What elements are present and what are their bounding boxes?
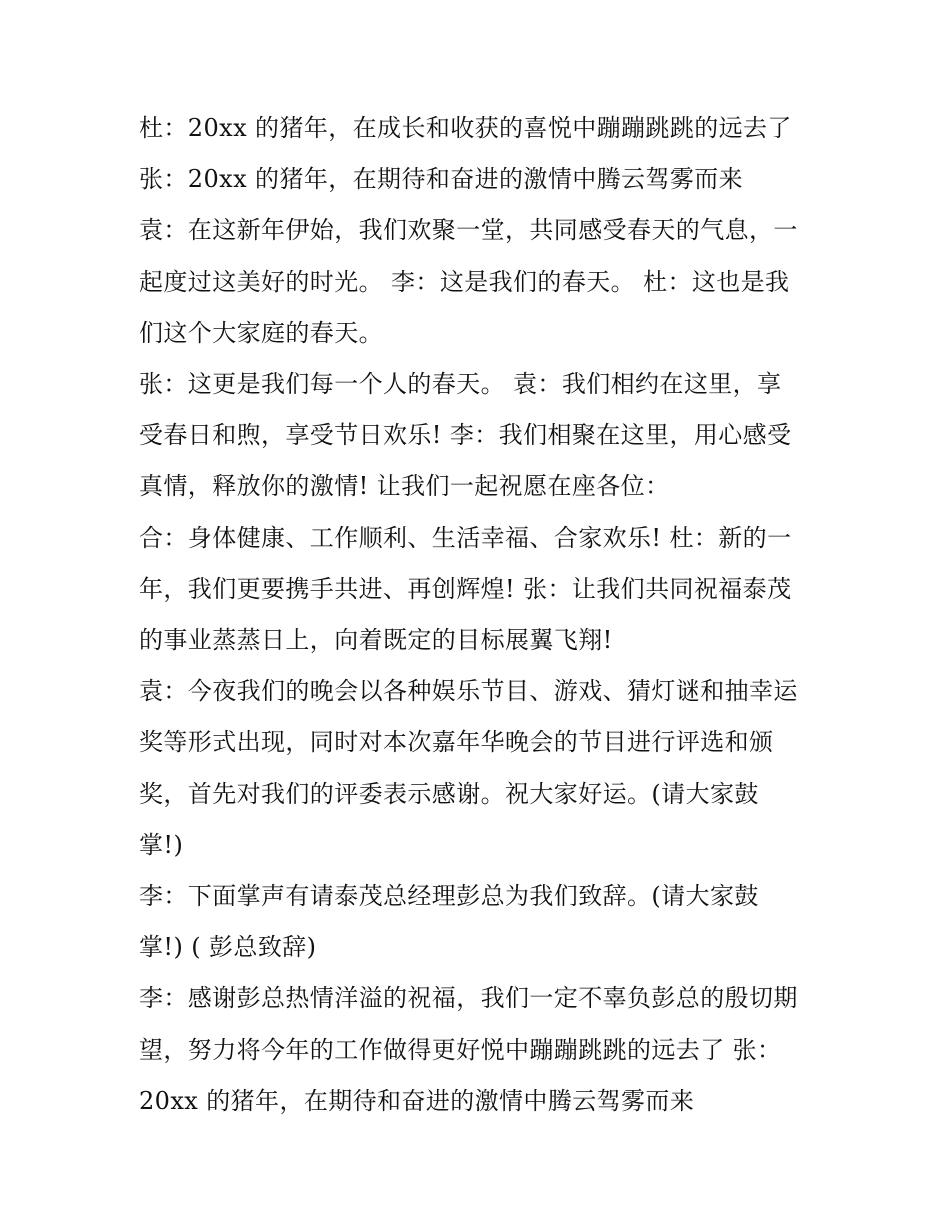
paragraph-he [139,513,819,667]
text-line: 真情，释放你的激情! 让我们一起祝愿在座各位： [139,472,670,501]
paragraph-yuan-1 [139,205,819,359]
text-line: 奖等形式出现，同时对本次嘉年华晚会的节目进行评选和颁 [139,728,774,757]
text-line: 张：20xx 的猪年，在期待和奋进的激情中腾云驾雾而来 [139,165,744,194]
text-line: 李：下面掌声有请泰茂总经理彭总为我们致辞。(请大家鼓 [139,882,759,911]
text-line: 奖，首先对我们的评委表示感谢。祝大家好运。(请大家鼓 [139,779,759,808]
text-line: 掌!) [139,830,184,859]
text-line: 袁：在这新年伊始，我们欢聚一堂，共同感受春天的气息，一 [139,216,798,245]
text-line: 袁：今夜我们的晚会以各种娱乐节目、游戏、猜灯谜和抽幸运 [139,677,798,706]
text-line: 受春日和煦，享受节日欢乐! 李：我们相聚在这里，用心感受 [139,421,792,450]
text-line: 们这个大家庭的春天。 [139,318,383,347]
text-line: 合：身体健康、工作顺利、生活幸福、合家欢乐! 杜：新的一 [139,523,792,552]
document-body [139,103,819,1127]
text-line: 的事业蒸蒸日上，向着既定的目标展翼飞翔! [139,626,613,655]
text-line: 掌!) ( 彭总致辞) [139,933,317,962]
text-line: 20xx 的猪年，在期待和奋进的激情中腾云驾雾而来 [139,1086,695,1115]
text-line: 李：感谢彭总热情洋溢的祝福，我们一定不辜负彭总的殷切期 [139,984,798,1013]
paragraph-yuan-2 [139,666,819,871]
paragraph-zhang-2 [139,359,819,513]
text-line: 张：这更是我们每一个人的春天。 袁：我们相约在这里，享 [139,370,782,399]
paragraph-li-2 [139,973,819,1127]
paragraph-zhang-1 [139,154,819,205]
text-line: 杜：20xx 的猪年，在成长和收获的喜悦中蹦蹦跳跳的远去了 [139,114,792,142]
paragraph-li-1 [139,871,819,973]
paragraph-du-1 [139,103,819,154]
text-line: 年，我们更要携手共进、再创辉煌! 张：让我们共同祝福泰茂 [139,574,792,603]
text-line: 起度过这美好的时光。 李：这是我们的春天。 杜：这也是我 [139,267,790,296]
text-line: 望，努力将今年的工作做得更好悦中蹦蹦跳跳的远去了 张： [139,1035,782,1064]
